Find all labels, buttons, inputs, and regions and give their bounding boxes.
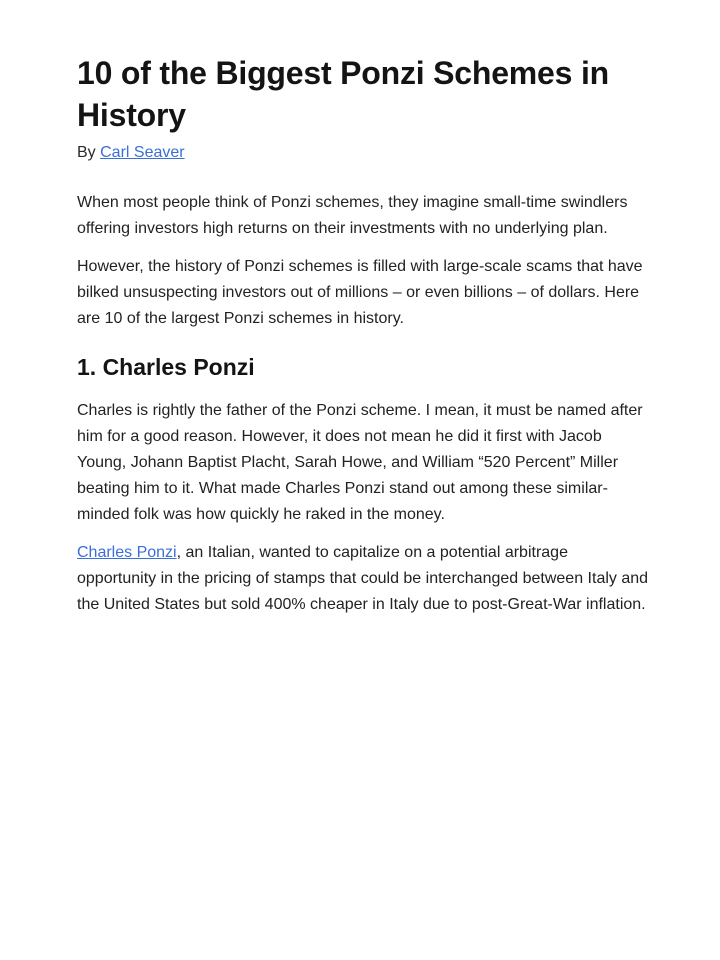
byline — [77, 142, 650, 164]
section-paragraph-2-text: , an Italian, wanted to capitalize on a potential arbitrage opportunity in the pricing of stamps that could be interchanged between Italy and the United States but sold 400% cheaper in Italy due to post-Great-War inflation. — [77, 544, 649, 613]
intro-paragraph-2: However, the history of Ponzi schemes is filled with large-scale scams that have bilked unsuspecting investors out of millions – or even billions – of dollars. Here are 10 of the largest Ponzi schemes in history. — [77, 258, 643, 327]
intro-paragraph-1: When most people think of Ponzi schemes, they imagine small-time swindlers offering investors high returns on their investments with no underlying plan. — [77, 194, 628, 237]
byline-prefix: By — [77, 144, 101, 161]
article-title: 10 of the Biggest Ponzi Schemes in History — [77, 55, 609, 133]
section-paragraph-2 — [77, 540, 650, 618]
charles-ponzi-link[interactable]: Charles Ponzi — [77, 544, 177, 561]
author-link[interactable]: Carl Seaver — [100, 144, 185, 161]
section-heading: 1. Charles Ponzi — [77, 354, 255, 380]
section-paragraph-1: Charles is rightly the father of the Ponzi scheme. I mean, it must be named after him for a good reason. However, it does not mean he did it first with Jacob Young, Johann Baptist Placht, Sarah Howe, and William “520 Percent” Miller beating him to it. What made Charles Ponzi stand out among these similar-minded folk was how quickly he raked in the money. — [77, 402, 643, 523]
